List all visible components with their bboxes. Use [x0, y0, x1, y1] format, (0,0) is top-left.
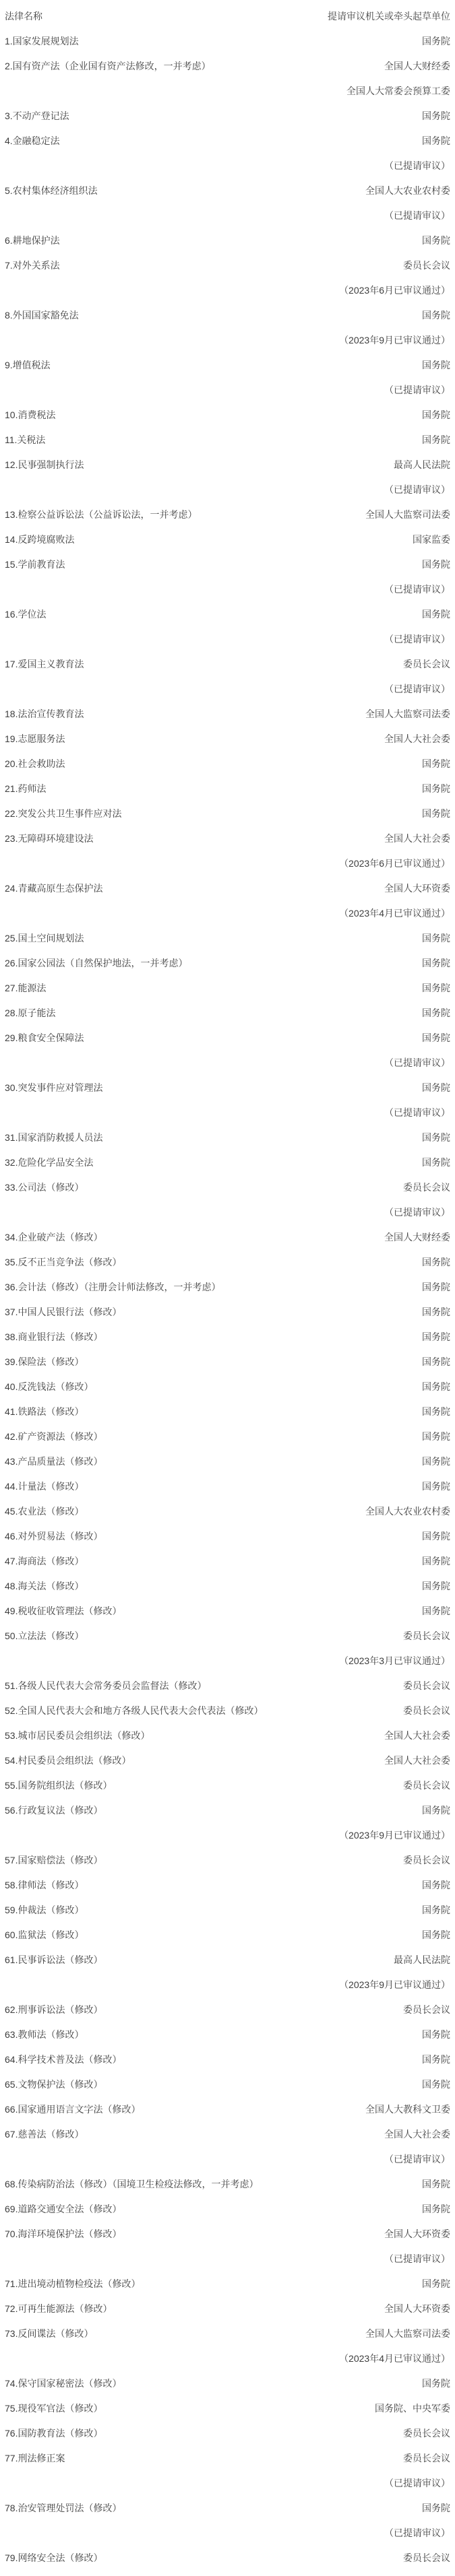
table-row-continuation — [5, 378, 450, 403]
law-name: 48.海关法（修改） — [5, 1581, 84, 1591]
submitting-org: 国务院 — [422, 1282, 450, 1292]
status-note: 全国人大常委会预算工委 — [346, 86, 450, 96]
table-row — [5, 1225, 450, 1250]
table-row — [5, 552, 450, 577]
law-name: 14.反跨境腐败法 — [5, 534, 75, 545]
table-row-continuation — [5, 1200, 450, 1225]
law-name: 69.道路交通安全法（修改） — [5, 2204, 122, 2214]
submitting-org: 国务院 — [422, 1929, 450, 1940]
law-name: 74.保守国家秘密法（修改） — [5, 2378, 122, 2389]
law-name: 51.各级人民代表大会常务委员会监督法（修改） — [5, 1680, 207, 1691]
status-note: （已提请审议） — [384, 634, 450, 645]
law-name: 47.海商法（修改） — [5, 1556, 84, 1566]
table-row — [5, 1599, 450, 1624]
law-name: 7.对外关系法 — [5, 260, 60, 271]
table-row — [5, 1923, 450, 1948]
table-row — [5, 1150, 450, 1175]
law-name: 11.关税法 — [5, 434, 46, 445]
submitting-org: 委员长会议 — [403, 1705, 450, 1716]
law-name: 35.反不正当竞争法（修改） — [5, 1257, 122, 1267]
submitting-org: 全国人大农业农村委 — [365, 185, 450, 196]
law-name: 5.农村集体经济组织法 — [5, 185, 98, 196]
submitting-org: 国务院 — [422, 1381, 450, 1392]
table-row — [5, 2496, 450, 2521]
law-name: 75.现役军官法（修改） — [5, 2403, 103, 2414]
law-name: 70.海洋环境保护法（修改） — [5, 2228, 122, 2239]
law-name: 64.科学技术普及法（修改） — [5, 2054, 122, 2065]
table-row — [5, 253, 450, 278]
law-name: 37.中国人民银行法（修改） — [5, 1307, 122, 1317]
submitting-org: 国务院、中央军委 — [375, 2403, 450, 2414]
table-row-continuation — [5, 203, 450, 228]
law-name: 24.青藏高原生态保护法 — [5, 883, 103, 894]
law-name: 73.反间谍法（修改） — [5, 2328, 94, 2339]
submitting-org: 国务院 — [422, 110, 450, 121]
table-row — [5, 1076, 450, 1100]
table-row — [5, 1723, 450, 1748]
law-name: 65.文物保护法（修改） — [5, 2079, 103, 2090]
table-row — [5, 1449, 450, 1474]
law-name: 26.国家公园法（自然保护地法，一并考虑） — [5, 958, 188, 968]
law-name: 21.药师法 — [5, 783, 47, 794]
law-name: 40.反洗钱法（修改） — [5, 1381, 94, 1392]
table-row-continuation — [5, 2521, 450, 2546]
submitting-org: 国务院 — [422, 1905, 450, 1915]
law-name: 44.计量法（修改） — [5, 1481, 84, 1492]
table-row — [5, 602, 450, 627]
table-row-continuation — [5, 1973, 450, 1997]
table-row — [5, 2371, 450, 2396]
law-name: 42.矿产资源法（修改） — [5, 1431, 103, 1442]
submitting-org: 国务院 — [422, 783, 450, 794]
table-row — [5, 1848, 450, 1873]
law-name: 67.慈善法（修改） — [5, 2129, 84, 2140]
table-row — [5, 826, 450, 851]
status-note: （2023年9月已审议通过） — [339, 335, 450, 345]
table-row — [5, 1773, 450, 1798]
status-note: （2023年6月已审议通过） — [339, 858, 450, 869]
submitting-org: 国家监委 — [413, 534, 450, 545]
law-name: 59.仲裁法（修改） — [5, 1905, 84, 1915]
status-note: （已提请审议） — [384, 2478, 450, 2488]
table-row — [5, 727, 450, 752]
table-row — [5, 2421, 450, 2446]
law-name: 68.传染病防治法（修改）（国境卫生检疫法修改，一并考虑） — [5, 2179, 259, 2189]
law-name: 78.治安管理处罚法（修改） — [5, 2503, 122, 2513]
status-note: （2023年3月已审议通过） — [339, 1655, 450, 1666]
table-row — [5, 752, 450, 777]
table-row-continuation — [5, 677, 450, 702]
law-name: 50.立法法（修改） — [5, 1630, 84, 1641]
table-row-continuation — [5, 2471, 450, 2496]
submitting-org: 全国人大财经委 — [384, 1232, 450, 1243]
submitting-org: 国务院 — [422, 2029, 450, 2040]
table-row-continuation — [5, 2346, 450, 2371]
law-name: 29.粮食安全保障法 — [5, 1032, 84, 1043]
submitting-org: 全国人大监察司法委 — [365, 509, 450, 520]
table-row — [5, 1350, 450, 1375]
submitting-org: 国务院 — [422, 1456, 450, 1467]
law-name: 63.教师法（修改） — [5, 2029, 84, 2040]
submitting-org: 国务院 — [422, 1581, 450, 1591]
law-name: 6.耕地保护法 — [5, 235, 60, 246]
table-row — [5, 1873, 450, 1898]
table-row — [5, 1026, 450, 1051]
submitting-org: 委员长会议 — [403, 2453, 450, 2464]
submitting-org: 国务院 — [422, 609, 450, 620]
table-row — [5, 527, 450, 552]
status-note: （已提请审议） — [384, 2154, 450, 2165]
table-row — [5, 876, 450, 901]
law-name: 10.消费税法 — [5, 409, 56, 420]
law-name: 4.金融稳定法 — [5, 135, 60, 146]
submitting-org: 国务院 — [422, 1331, 450, 1342]
table-row — [5, 502, 450, 527]
table-row — [5, 1399, 450, 1424]
law-name: 9.增值税法 — [5, 360, 51, 370]
submitting-org: 国务院 — [422, 1082, 450, 1093]
submitting-org: 全国人大社会委 — [384, 2129, 450, 2140]
law-name: 8.外国国家豁免法 — [5, 310, 79, 321]
submitting-org: 国务院 — [422, 1008, 450, 1018]
submitting-org: 全国人大环资委 — [384, 883, 450, 894]
submitting-org: 国务院 — [422, 2278, 450, 2289]
law-name: 1.国家发展规划法 — [5, 36, 79, 46]
table-row — [5, 104, 450, 129]
submitting-org: 国务院 — [422, 2079, 450, 2090]
submitting-org: 国务院 — [422, 36, 450, 46]
status-note: （已提请审议） — [384, 484, 450, 495]
law-name: 38.商业银行法（修改） — [5, 1331, 103, 1342]
law-name: 19.志愿服务法 — [5, 733, 65, 744]
law-name: 33.公司法（修改） — [5, 1182, 84, 1193]
table-row — [5, 2546, 450, 2571]
table-row-continuation — [5, 79, 450, 104]
table-row — [5, 129, 450, 154]
law-name: 34.企业破产法（修改） — [5, 1232, 103, 1243]
table-row — [5, 2022, 450, 2047]
status-note: （已提请审议） — [384, 385, 450, 395]
law-name: 31.国家消防救援人员法 — [5, 1132, 103, 1143]
table-row — [5, 2197, 450, 2222]
submitting-org: 最高人民法院 — [394, 1954, 450, 1965]
table-row — [5, 1125, 450, 1150]
status-note: （2023年6月已审议通过） — [339, 285, 450, 296]
table-row — [5, 228, 450, 253]
submitting-org: 国务院 — [422, 1032, 450, 1043]
law-name: 17.爱国主义教育法 — [5, 659, 84, 669]
table-row — [5, 1574, 450, 1599]
submitting-org: 全国人大环资委 — [384, 2228, 450, 2239]
submitting-org: 委员长会议 — [403, 1630, 450, 1641]
law-name: 27.能源法 — [5, 983, 47, 993]
law-name: 52.全国人民代表大会和地方各级人民代表大会代表法（修改） — [5, 1705, 264, 1716]
table-row — [5, 2072, 450, 2097]
submitting-org: 委员长会议 — [403, 1780, 450, 1791]
law-name: 76.国防教育法（修改） — [5, 2428, 103, 2439]
table-row — [5, 2122, 450, 2147]
table-row — [5, 1674, 450, 1698]
table-row — [5, 1001, 450, 1026]
table-row — [5, 2097, 450, 2122]
submitting-org: 全国人大社会委 — [384, 733, 450, 744]
submitting-org: 国务院 — [422, 1157, 450, 1168]
table-row-continuation — [5, 328, 450, 353]
table-row-continuation — [5, 278, 450, 303]
table-row — [5, 1549, 450, 1574]
submitting-org: 国务院 — [422, 1406, 450, 1417]
submitting-org: 国务院 — [422, 559, 450, 570]
table-row — [5, 453, 450, 477]
status-note: （2023年4月已审议通过） — [339, 2353, 450, 2364]
table-row — [5, 2047, 450, 2072]
submitting-org: 国务院 — [422, 135, 450, 146]
law-name: 25.国土空间规划法 — [5, 933, 84, 944]
table-row-continuation — [5, 2247, 450, 2272]
table-row-continuation — [5, 901, 450, 926]
status-note: （已提请审议） — [384, 2253, 450, 2264]
submitting-org: 国务院 — [422, 2503, 450, 2513]
table-row — [5, 353, 450, 378]
table-row — [5, 926, 450, 951]
table-row — [5, 428, 450, 453]
submitting-org: 国务院 — [422, 1307, 450, 1317]
law-name: 39.保险法（修改） — [5, 1356, 84, 1367]
table-row — [5, 1698, 450, 1723]
table-row — [5, 1798, 450, 1823]
table-row — [5, 1175, 450, 1200]
law-name: 2.国有资产法（企业国有资产法修改，一并考虑） — [5, 61, 211, 71]
table-row — [5, 178, 450, 203]
submitting-org: 国务院 — [422, 2179, 450, 2189]
law-name: 30.突发事件应对管理法 — [5, 1082, 103, 1093]
law-name: 61.民事诉讼法（修改） — [5, 1954, 103, 1965]
law-name: 41.铁路法（修改） — [5, 1406, 84, 1417]
status-note: （已提请审议） — [384, 1107, 450, 1118]
table-row-continuation — [5, 154, 450, 178]
status-note: （2023年9月已审议通过） — [339, 1830, 450, 1841]
status-note: （已提请审议） — [384, 210, 450, 221]
law-name: 43.产品质量法（修改） — [5, 1456, 103, 1467]
law-name: 12.民事强制执行法 — [5, 459, 84, 470]
law-name: 53.城市居民委员会组织法（修改） — [5, 1730, 150, 1741]
table-row — [5, 1524, 450, 1549]
table-row — [5, 777, 450, 801]
status-note: （已提请审议） — [384, 684, 450, 694]
law-name: 66.国家通用语言文字法（修改） — [5, 2104, 141, 2115]
submitting-org: 委员长会议 — [403, 2552, 450, 2563]
table-row — [5, 403, 450, 428]
table-row — [5, 2172, 450, 2197]
law-name: 16.学位法 — [5, 609, 47, 620]
table-row-continuation — [5, 851, 450, 876]
law-name: 23.无障碍环境建设法 — [5, 833, 94, 844]
table-row — [5, 54, 450, 79]
submitting-org: 国务院 — [422, 1481, 450, 1492]
submitting-org: 国务院 — [422, 1805, 450, 1816]
table-row — [5, 1474, 450, 1499]
submitting-org: 全国人大监察司法委 — [365, 2328, 450, 2339]
table-row — [5, 1624, 450, 1649]
law-name: 62.刑事诉讼法（修改） — [5, 2004, 103, 2015]
table-row — [5, 1325, 450, 1350]
submitting-org: 国务院 — [422, 958, 450, 968]
table-row — [5, 1250, 450, 1275]
table-row — [5, 976, 450, 1001]
table-row — [5, 951, 450, 976]
table-row — [5, 2321, 450, 2346]
law-name: 79.网络安全法（修改） — [5, 2552, 103, 2563]
table-row-continuation — [5, 577, 450, 602]
table-row — [5, 2446, 450, 2471]
table-row — [5, 702, 450, 727]
table-row — [5, 1948, 450, 1973]
law-name: 32.危险化学品安全法 — [5, 1157, 94, 1168]
status-note: （已提请审议） — [384, 1057, 450, 1068]
law-name: 18.法治宣传教育法 — [5, 708, 84, 719]
table-row — [5, 1997, 450, 2022]
law-name: 57.国家赔偿法（修改） — [5, 1855, 103, 1865]
table-row — [5, 1499, 450, 1524]
submitting-org: 国务院 — [422, 2054, 450, 2065]
status-note: （已提请审议） — [384, 2528, 450, 2538]
table-row — [5, 1300, 450, 1325]
submitting-org: 国务院 — [422, 2204, 450, 2214]
table-row-continuation — [5, 477, 450, 502]
law-name: 77.刑法修正案 — [5, 2453, 65, 2464]
table-row — [5, 2297, 450, 2321]
submitting-org: 国务院 — [422, 933, 450, 944]
law-name: 72.可再生能源法（修改） — [5, 2303, 113, 2314]
table-row — [5, 652, 450, 677]
submitting-org: 国务院 — [422, 1132, 450, 1143]
submitting-org: 全国人大农业农村委 — [365, 1506, 450, 1517]
table-row-continuation — [5, 1823, 450, 1848]
submitting-org: 最高人民法院 — [394, 459, 450, 470]
table-row-continuation — [5, 1649, 450, 1674]
submitting-org: 国务院 — [422, 310, 450, 321]
submitting-org: 委员长会议 — [403, 1680, 450, 1691]
law-name: 49.税收征收管理法（修改） — [5, 1606, 122, 1616]
submitting-org: 国务院 — [422, 434, 450, 445]
law-name: 45.农业法（修改） — [5, 1506, 84, 1517]
table-row — [5, 801, 450, 826]
law-name: 3.不动产登记法 — [5, 110, 69, 121]
submitting-org: 国务院 — [422, 1257, 450, 1267]
table-row-continuation — [5, 1100, 450, 1125]
submitting-org: 国务院 — [422, 1431, 450, 1442]
table-row — [5, 1375, 450, 1399]
table-row — [5, 1898, 450, 1923]
law-name: 58.律师法（修改） — [5, 1880, 84, 1890]
table-row-continuation — [5, 2147, 450, 2172]
submitting-org: 全国人大社会委 — [384, 1730, 450, 1741]
table-row — [5, 2222, 450, 2247]
submitting-org: 委员长会议 — [403, 1182, 450, 1193]
law-name: 20.社会救助法 — [5, 758, 65, 769]
law-name: 15.学前教育法 — [5, 559, 65, 570]
submitting-org: 国务院 — [422, 758, 450, 769]
table-row — [5, 1748, 450, 1773]
submitting-org: 国务院 — [422, 1606, 450, 1616]
submitting-org: 委员长会议 — [403, 2004, 450, 2015]
table-row-continuation — [5, 627, 450, 652]
status-note: （已提请审议） — [384, 584, 450, 595]
submitting-org: 全国人大社会委 — [384, 833, 450, 844]
table-row — [5, 1424, 450, 1449]
submitting-org: 国务院 — [422, 983, 450, 993]
law-name: 71.进出境动植物检疫法（修改） — [5, 2278, 141, 2289]
law-name: 28.原子能法 — [5, 1008, 56, 1018]
law-name: 54.村民委员会组织法（修改） — [5, 1755, 131, 1766]
submitting-org: 国务院 — [422, 1880, 450, 1890]
law-name: 56.行政复议法（修改） — [5, 1805, 103, 1816]
table-row — [5, 29, 450, 54]
status-note: （已提请审议） — [384, 1207, 450, 1218]
table-row — [5, 2272, 450, 2297]
submitting-org: 全国人大监察司法委 — [365, 708, 450, 719]
submitting-org: 国务院 — [422, 409, 450, 420]
law-name: 55.国务院组织法（修改） — [5, 1780, 113, 1791]
table-row-continuation — [5, 1051, 450, 1076]
submitting-org: 委员长会议 — [403, 1855, 450, 1865]
law-name: 13.检察公益诉讼法（公益诉讼法，一并考虑） — [5, 509, 198, 520]
submitting-org: 全国人大环资委 — [384, 2303, 450, 2314]
column-header-submitting-org: 提请审议机关或牵头起草单位 — [328, 11, 450, 22]
table-body — [5, 29, 450, 2571]
law-name: 60.监狱法（修改） — [5, 1929, 84, 1940]
table-header — [5, 4, 450, 29]
table-row — [5, 2396, 450, 2421]
submitting-org: 国务院 — [422, 1531, 450, 1542]
submitting-org: 全国人大教科文卫委 — [365, 2104, 450, 2115]
submitting-org: 委员长会议 — [403, 2428, 450, 2439]
table-row — [5, 303, 450, 328]
submitting-org: 国务院 — [422, 808, 450, 819]
submitting-org: 全国人大社会委 — [384, 1755, 450, 1766]
submitting-org: 国务院 — [422, 1556, 450, 1566]
column-header-law-name: 法律名称 — [5, 11, 42, 22]
table-row — [5, 1275, 450, 1300]
submitting-org: 委员长会议 — [403, 260, 450, 271]
submitting-org: 国务院 — [422, 235, 450, 246]
submitting-org: 委员长会议 — [403, 659, 450, 669]
submitting-org: 国务院 — [422, 360, 450, 370]
law-name: 36.会计法（修改）（注册会计师法修改，一并考虑） — [5, 1282, 221, 1292]
status-note: （2023年9月已审议通过） — [339, 1979, 450, 1990]
status-note: （2023年4月已审议通过） — [339, 908, 450, 919]
law-name: 22.突发公共卫生事件应对法 — [5, 808, 122, 819]
submitting-org: 国务院 — [422, 1356, 450, 1367]
law-name: 46.对外贸易法（修改） — [5, 1531, 103, 1542]
submitting-org: 全国人大财经委 — [384, 61, 450, 71]
submitting-org: 国务院 — [422, 2378, 450, 2389]
status-note: （已提请审议） — [384, 160, 450, 171]
